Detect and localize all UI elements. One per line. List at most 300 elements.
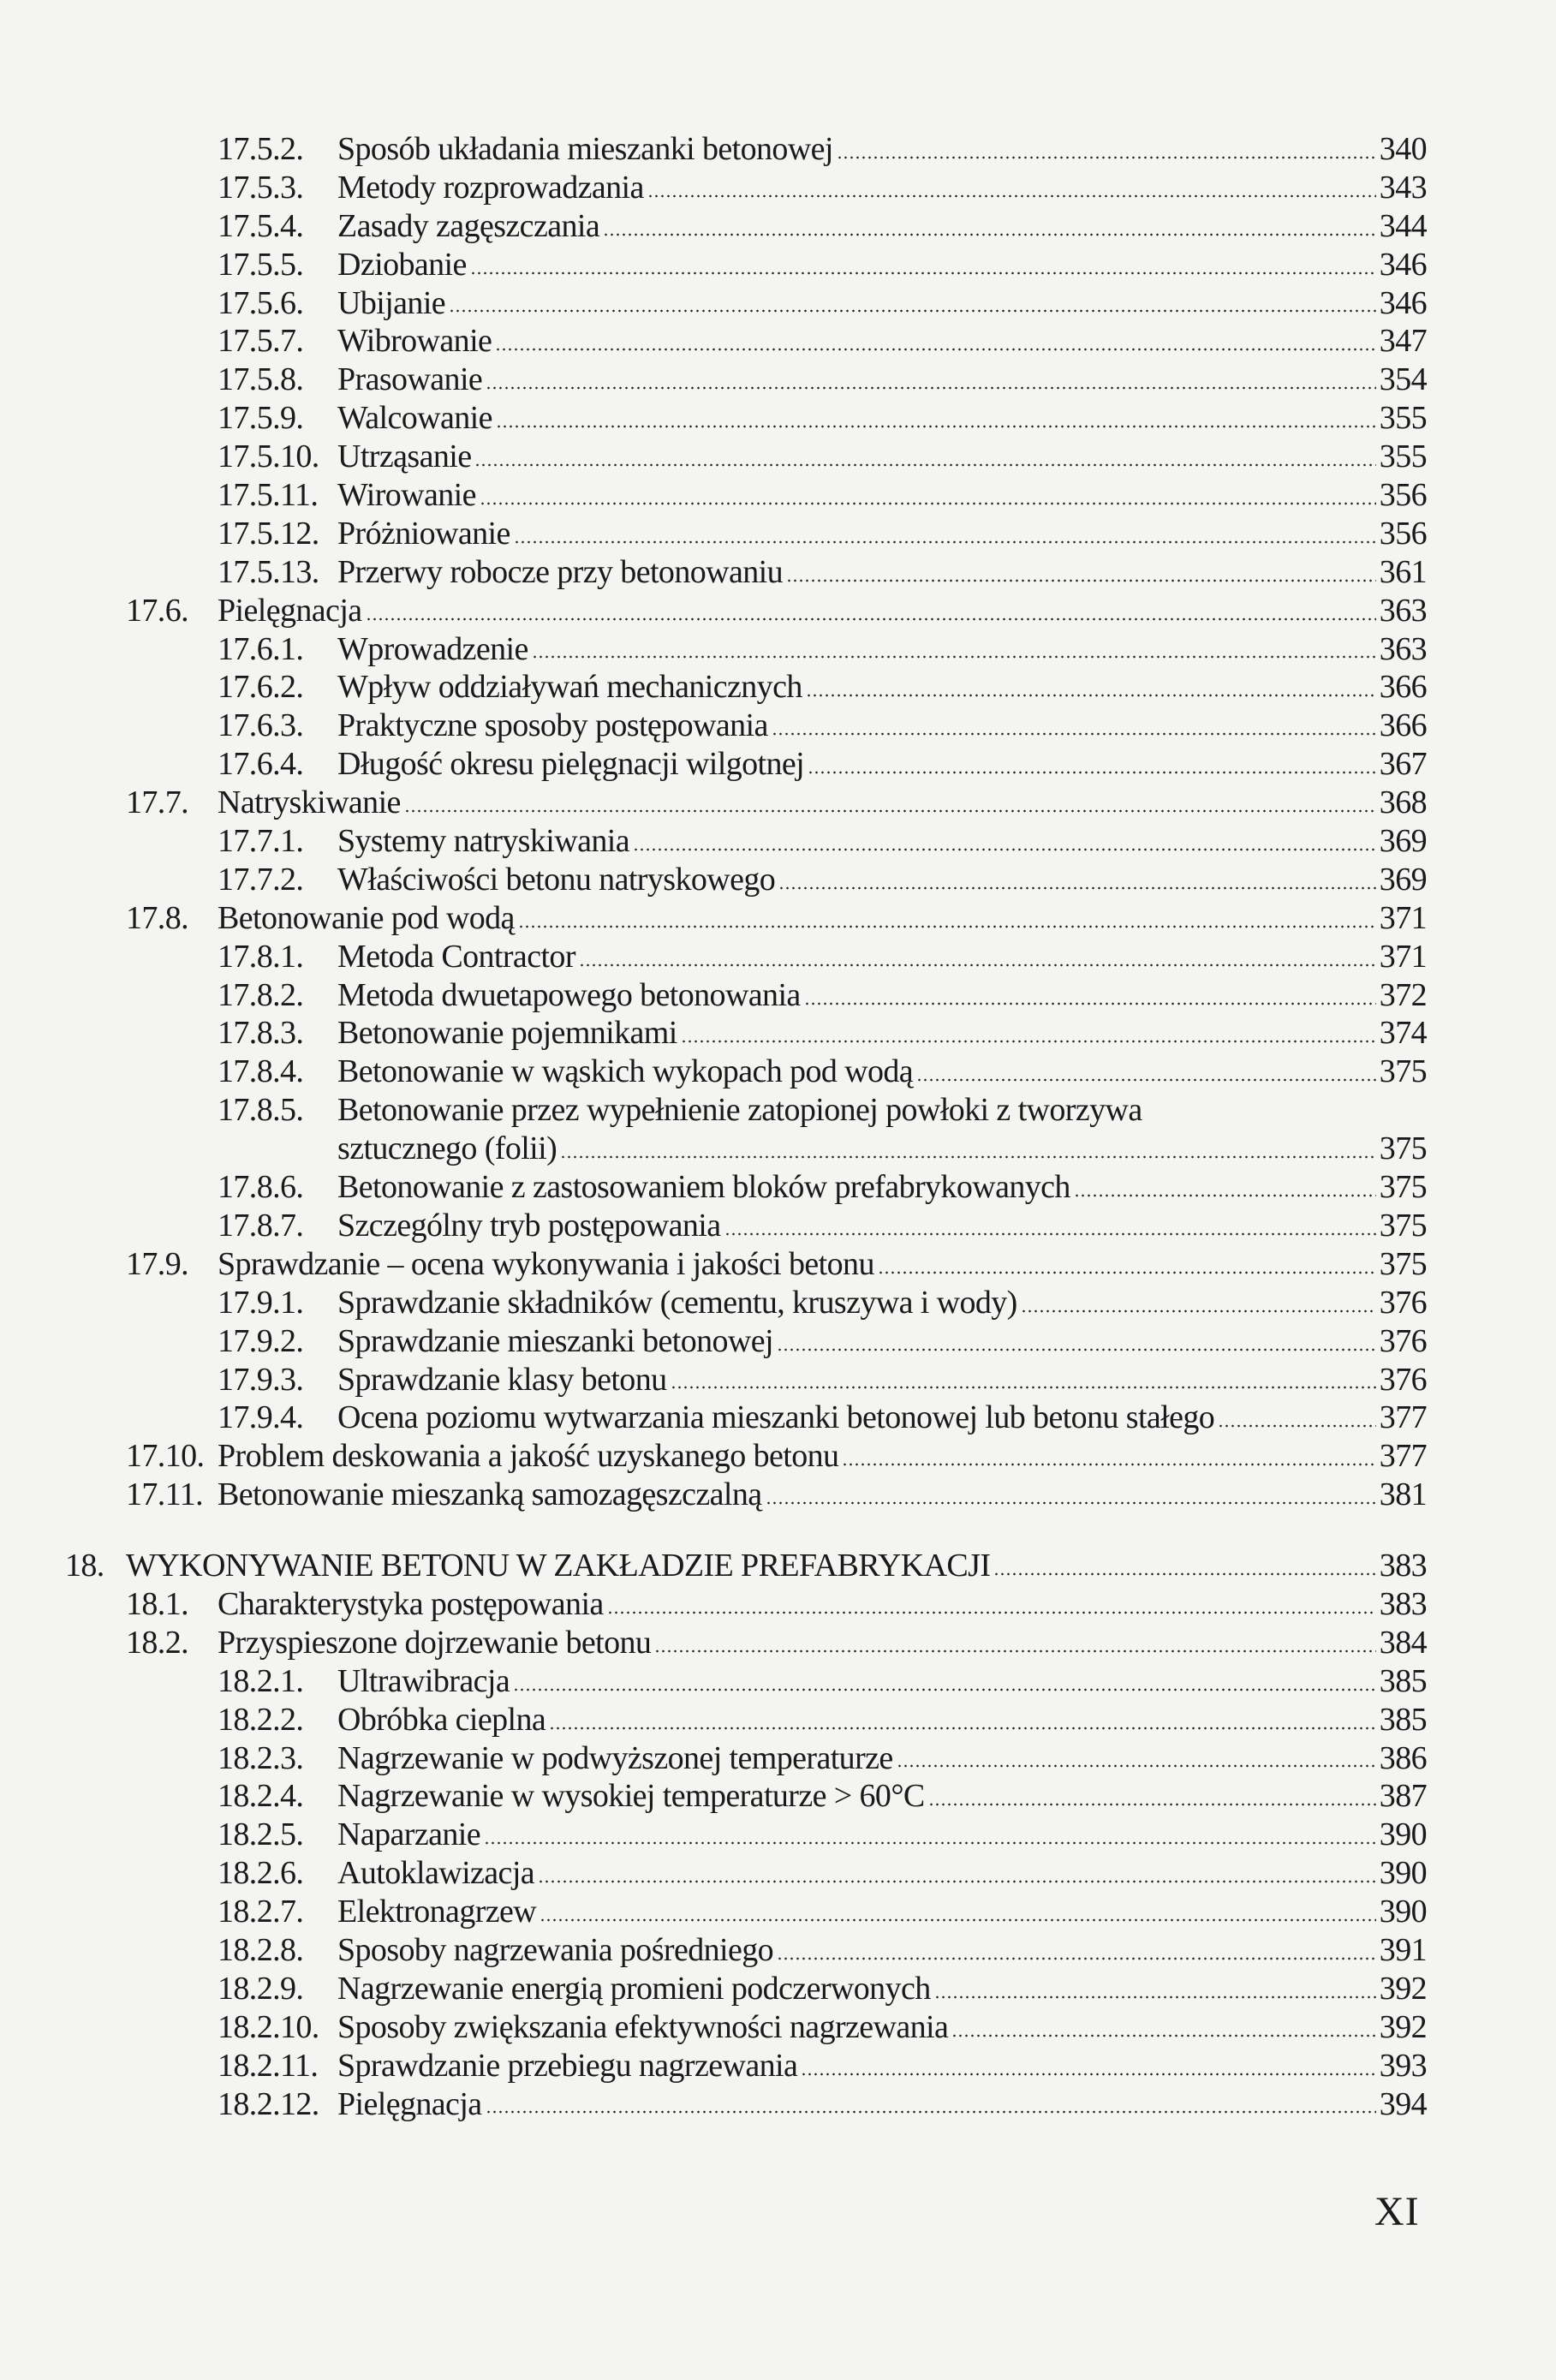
entry-line (337, 745, 1427, 784)
entry-page: 347 (1379, 323, 1427, 360)
toc-entry[interactable] (0, 1970, 1556, 2008)
entry-page: 346 (1379, 246, 1427, 283)
dot-leader (514, 540, 1376, 544)
entry-number: 18.2.3. (218, 1739, 304, 1776)
entry-number: 18.2.2. (218, 1701, 304, 1738)
entry-number: 17.5.2. (218, 131, 304, 167)
entry-line (218, 1476, 1427, 1514)
entry-line (337, 1893, 1427, 1931)
entry-number: 17.8.1. (218, 938, 304, 975)
dot-leader (518, 925, 1376, 928)
entry-title: Betonowanie pojemnikami (337, 1015, 677, 1052)
entry-number: 18.2.12. (218, 2085, 319, 2122)
entry-title: Systemy natryskiwania (337, 823, 629, 860)
entry-title: Elektronagrzew (337, 1894, 537, 1930)
entry-line (337, 1816, 1427, 1854)
toc-entry[interactable] (0, 399, 1556, 438)
entry-title: Walcowanie (337, 400, 492, 437)
toc-entry[interactable] (0, 1816, 1556, 1854)
toc-entry[interactable] (0, 938, 1556, 976)
dot-leader (928, 1803, 1376, 1806)
entry-title: Wprowadzenie (337, 630, 528, 667)
entry-title: Wpływ oddziaływań mechanicznych (337, 669, 802, 706)
entry-title: Sposoby zwiększania efektywności nagrzewania (337, 2008, 949, 2045)
entry-page: 394 (1379, 2085, 1427, 2122)
toc-entry[interactable] (0, 1245, 1556, 1284)
entry-title: Pielęgnacja (337, 2085, 482, 2122)
entry-title: Charakterystyka postępowania (218, 1585, 604, 1622)
entry-number: 17.5.4. (218, 207, 304, 244)
entry-page: 369 (1379, 861, 1427, 898)
dot-leader (480, 502, 1376, 505)
entry-number: 17.11. (126, 1476, 203, 1513)
entry-number: 18.2.9. (218, 1970, 304, 2007)
entry-page: 346 (1379, 284, 1427, 321)
entry-page: 383 (1379, 1548, 1427, 1584)
entry-page: 376 (1379, 1361, 1427, 1398)
entry-number: 17.5.6. (218, 284, 304, 321)
dot-leader (671, 1386, 1376, 1389)
toc-entry[interactable] (0, 2085, 1556, 2124)
entry-page: 391 (1379, 1931, 1427, 1968)
entry-number: 17.5.9. (218, 400, 304, 437)
dot-leader (474, 463, 1375, 467)
dot-leader (540, 1918, 1376, 1922)
toc-entry[interactable] (0, 1701, 1556, 1739)
entry-line (337, 2047, 1427, 2085)
entry-page: 356 (1379, 477, 1427, 514)
entry-line (337, 1739, 1427, 1778)
entry-line (126, 1547, 1427, 1585)
dot-leader (1021, 1309, 1376, 1313)
entry-number: 17.5.11. (218, 477, 319, 514)
entry-line (337, 1091, 1142, 1130)
entry-page: 381 (1379, 1476, 1427, 1513)
entry-line (337, 361, 1427, 399)
entry-number: 17.7.1. (218, 823, 304, 860)
entry-line (337, 1053, 1427, 1091)
entry-line (337, 1854, 1427, 1893)
entry-page: 377 (1379, 1438, 1427, 1475)
entry-number: 17.8.2. (218, 976, 304, 1013)
entry-number: 17.10. (126, 1438, 205, 1475)
entry-title: Nagrzewanie energią promieni podczerwonych (337, 1970, 931, 2007)
toc-entry-continuation (0, 1130, 1556, 1168)
toc-entry[interactable] (0, 207, 1556, 246)
entry-page: 354 (1379, 361, 1427, 398)
dot-leader (484, 1841, 1376, 1845)
entry-number: 17.9.1. (218, 1284, 304, 1321)
entry-title: Przyspieszone dojrzewanie betonu (218, 1624, 652, 1661)
entry-page: 383 (1379, 1585, 1427, 1622)
dot-leader (560, 1155, 1376, 1159)
entry-page: 376 (1379, 1284, 1427, 1321)
entry-line (337, 1322, 1427, 1361)
entry-page: 375 (1379, 1169, 1427, 1206)
entry-number: 18.2.4. (218, 1778, 304, 1815)
entry-number: 17.6. (126, 592, 189, 629)
entry-page: 369 (1379, 823, 1427, 860)
entry-page: 375 (1379, 1245, 1427, 1282)
table-of-contents (0, 130, 1556, 2123)
entry-number: 17.9.4. (218, 1399, 304, 1436)
entry-line (337, 1399, 1427, 1437)
toc-entry[interactable] (0, 553, 1556, 592)
toc-entry[interactable] (0, 1893, 1556, 1931)
dot-leader (470, 271, 1376, 275)
toc-entry[interactable] (0, 630, 1556, 669)
entry-title: Obróbka cieplna (337, 1701, 546, 1738)
entry-number: 17.8.3. (218, 1015, 304, 1052)
toc-entry[interactable] (0, 1284, 1556, 1322)
entry-number: 18. (65, 1548, 104, 1584)
toc-entry[interactable] (0, 1854, 1556, 1893)
entry-title: Sposób układania mieszanki betonowej (337, 131, 833, 167)
entry-number: 18.2.6. (218, 1855, 304, 1892)
entry-page: 385 (1379, 1662, 1427, 1699)
dot-leader (486, 2110, 1376, 2114)
dot-leader (603, 233, 1376, 236)
entry-line (337, 2085, 1427, 2124)
toc-entry[interactable] (0, 476, 1556, 515)
entry-number: 18.2.8. (218, 1931, 304, 1968)
dot-leader (934, 1995, 1376, 1999)
entry-number: 17.8.5. (218, 1092, 304, 1129)
toc-entry[interactable] (0, 784, 1556, 822)
toc-entry[interactable] (0, 361, 1556, 399)
entry-number: 17.6.4. (218, 746, 304, 783)
toc-entry[interactable] (0, 1777, 1556, 1816)
dot-leader (647, 194, 1376, 198)
dot-leader (772, 732, 1376, 736)
entry-line (337, 2008, 1427, 2047)
entry-title: Sprawdzanie klasy betonu (337, 1361, 667, 1398)
entry-number: 17.7.2. (218, 861, 304, 898)
entry-line (218, 1624, 1427, 1662)
page-number-folio: XI (1374, 2189, 1420, 2234)
entry-title: Metoda Contractor (337, 938, 575, 975)
entry-title: Szczególny tryb postępowania (337, 1207, 721, 1244)
entry-line (218, 784, 1427, 822)
entry-line (337, 1284, 1427, 1322)
toc-entry[interactable] (0, 1014, 1556, 1053)
entry-number: 18.1. (126, 1585, 189, 1622)
dot-leader (654, 1649, 1376, 1653)
entry-number: 17.5.12. (218, 515, 319, 552)
entry-page: 367 (1379, 746, 1427, 783)
entry-title: Ocena poziomu wytwarzania mieszanki betonowej lub betonu stałego (337, 1399, 1215, 1436)
dot-leader (778, 886, 1376, 890)
entry-title: Betonowanie pod wodą (218, 899, 515, 936)
dot-leader (486, 386, 1376, 390)
entry-number: 18.2.11. (218, 2047, 319, 2084)
entry-page: 366 (1379, 707, 1427, 744)
entry-page: 371 (1379, 899, 1427, 936)
entry-line (337, 1970, 1427, 2008)
toc-entry[interactable] (0, 745, 1556, 784)
toc-entry[interactable] (0, 1662, 1556, 1701)
entry-title: Sposoby nagrzewania pośredniego (337, 1931, 774, 1968)
entry-page: 368 (1379, 784, 1427, 821)
dot-leader (804, 1002, 1376, 1005)
dot-leader (993, 1572, 1375, 1576)
toc-entry[interactable] (0, 1361, 1556, 1399)
dot-leader (513, 1688, 1376, 1691)
toc-entry[interactable] (0, 1322, 1556, 1361)
entry-title: WYKONYWANIE BETONU W ZAKŁADZIE PREFABRYKACJI (126, 1548, 991, 1584)
toc-entry[interactable] (0, 130, 1556, 169)
entry-page: 393 (1379, 2047, 1427, 2084)
entry-title: Metody rozprowadzania (337, 169, 644, 206)
toc-entry[interactable] (0, 284, 1556, 323)
entry-number: 17.8.4. (218, 1053, 304, 1090)
dot-leader (681, 1040, 1376, 1043)
entry-line (337, 322, 1427, 361)
entry-title: Długość okresu pielęgnacji wilgotnej (337, 746, 805, 783)
dot-leader (538, 1880, 1376, 1883)
dot-leader (496, 425, 1376, 428)
dot-leader (549, 1727, 1376, 1730)
entry-number: 17.5.5. (218, 246, 304, 283)
entry-title: Sprawdzanie przebiegu nagrzewania (337, 2047, 798, 2084)
toc-entry[interactable] (0, 1168, 1556, 1207)
entry-title: Utrząsanie (337, 438, 472, 475)
entry-title: Ultrawibracja (337, 1662, 510, 1699)
entry-page: 363 (1379, 592, 1427, 629)
entry-line (337, 822, 1427, 861)
entry-number: 17.5.13. (218, 553, 319, 590)
toc-entry[interactable] (0, 1476, 1556, 1514)
entry-title: Praktyczne sposoby postępowania (337, 707, 768, 744)
dot-leader (897, 1764, 1376, 1768)
entry-line (337, 668, 1427, 707)
entry-line (337, 938, 1427, 976)
entry-title: Autoklawizacja (337, 1855, 535, 1892)
entry-line (337, 399, 1427, 438)
entry-page: 390 (1379, 1855, 1427, 1892)
entry-line (337, 1777, 1427, 1816)
entry-line (218, 1437, 1427, 1476)
entry-number: 18.2. (126, 1624, 189, 1661)
entry-line (337, 207, 1427, 246)
toc-entry[interactable] (0, 438, 1556, 476)
dot-leader (808, 771, 1376, 774)
entry-line (337, 169, 1427, 207)
toc-entry[interactable] (0, 1739, 1556, 1778)
entry-number: 17.9. (126, 1245, 189, 1282)
toc-entry[interactable] (0, 861, 1556, 899)
toc-entry[interactable] (0, 1053, 1556, 1091)
entry-page: 363 (1379, 630, 1427, 667)
entry-title: Betonowanie z zastosowaniem bloków prefabrykowanych (337, 1169, 1070, 1206)
dot-leader (532, 655, 1376, 659)
entry-page: 386 (1379, 1739, 1427, 1776)
toc-entry[interactable] (0, 1399, 1556, 1437)
entry-title: Prasowanie (337, 361, 483, 398)
entry-page: 374 (1379, 1015, 1427, 1052)
toc-entry[interactable] (0, 1585, 1556, 1624)
dot-leader (1218, 1424, 1376, 1428)
entry-title: Betonowanie mieszanką samozagęszczalną (218, 1476, 762, 1513)
toc-entry[interactable] (0, 1931, 1556, 1970)
toc-entry[interactable] (0, 668, 1556, 707)
entry-line (218, 1245, 1427, 1284)
entry-line (337, 1931, 1427, 1970)
entry-line (337, 1207, 1427, 1245)
entry-number: 17.8. (126, 899, 189, 936)
entry-title: Ubijanie (337, 284, 446, 321)
entry-page: 390 (1379, 1894, 1427, 1930)
entry-page: 387 (1379, 1778, 1427, 1815)
entry-title: Pielęgnacja (218, 592, 362, 629)
entry-title: Sprawdzanie – ocena wykonywania i jakości betonu (218, 1245, 874, 1282)
dot-leader (806, 694, 1376, 697)
entry-title: Betonowanie przez wypełnienie zatopionej powłoki z tworzywa (337, 1092, 1142, 1129)
entry-line (337, 1701, 1427, 1739)
entry-page: 392 (1379, 1970, 1427, 2007)
entry-title: Zasady zagęszczania (337, 207, 600, 244)
entry-number: 18.2.10. (218, 2008, 319, 2045)
entry-title: Natryskiwanie (218, 784, 401, 821)
toc-entry[interactable] (0, 822, 1556, 861)
dot-leader (449, 309, 1376, 313)
entry-title: Metoda dwuetapowego betonowania (337, 976, 801, 1013)
dot-leader (951, 2034, 1376, 2037)
entry-title: Przerwy robocze przy betonowaniu (337, 553, 783, 590)
dot-leader (607, 1611, 1376, 1614)
toc-entry[interactable] (0, 1207, 1556, 1245)
entry-title: Wirowanie (337, 477, 476, 514)
entry-number: 17.5.3. (218, 169, 304, 206)
entry-line (337, 707, 1427, 745)
dot-leader (579, 963, 1376, 967)
entry-line (337, 246, 1427, 284)
entry-line (337, 1130, 1427, 1168)
entry-number: 17.5.7. (218, 323, 304, 360)
toc-entry[interactable] (0, 1091, 1556, 1130)
entry-title: Naparzanie (337, 1816, 480, 1853)
dot-leader (801, 2073, 1376, 2076)
entry-line (337, 438, 1427, 476)
entry-line (337, 553, 1427, 592)
entry-page: 343 (1379, 169, 1427, 206)
entry-page: 377 (1379, 1399, 1427, 1436)
entry-number: 18.2.7. (218, 1894, 304, 1930)
entry-page: 340 (1379, 131, 1427, 167)
dot-leader (916, 1078, 1376, 1082)
entry-page: 361 (1379, 553, 1427, 590)
entry-page: 366 (1379, 669, 1427, 706)
toc-entry[interactable] (0, 707, 1556, 745)
dot-leader (777, 1348, 1376, 1351)
entry-line (337, 130, 1427, 169)
entry-page: 375 (1379, 1130, 1427, 1167)
dot-leader (633, 848, 1376, 851)
entry-page: 392 (1379, 2008, 1427, 2045)
dot-leader (404, 809, 1376, 813)
entry-number: 17.6.1. (218, 630, 304, 667)
toc-entry[interactable] (0, 592, 1556, 630)
dot-leader (786, 579, 1376, 582)
entry-page: 372 (1379, 976, 1427, 1013)
entry-line (337, 861, 1427, 899)
dot-leader (878, 1271, 1376, 1274)
entry-number: 17.8.7. (218, 1207, 304, 1244)
dot-leader (495, 348, 1376, 351)
entry-page: 375 (1379, 1053, 1427, 1090)
entry-title: Dziobanie (337, 246, 467, 283)
dot-leader (842, 1463, 1375, 1466)
entry-number: 17.5.8. (218, 361, 304, 398)
entry-number: 17.6.3. (218, 707, 304, 744)
entry-number: 17.6.2. (218, 669, 304, 706)
entry-page: 376 (1379, 1322, 1427, 1359)
entry-title: Sprawdzanie mieszanki betonowej (337, 1322, 774, 1359)
toc-entry[interactable] (0, 246, 1556, 284)
dot-leader (724, 1232, 1376, 1236)
dot-leader (837, 156, 1376, 159)
entry-title: Nagrzewanie w podwyższonej temperaturze (337, 1739, 893, 1776)
entry-page: 384 (1379, 1624, 1427, 1661)
entry-title: Sprawdzanie składników (cementu, kruszywa i wody) (337, 1284, 1017, 1321)
entry-line (218, 1585, 1427, 1624)
entry-page: 355 (1379, 438, 1427, 475)
entry-title: Problem deskowania a jakość uzyskanego betonu (218, 1438, 839, 1475)
entry-page: 371 (1379, 938, 1427, 975)
entry-title: Nagrzewanie w wysokiej temperaturze > 60°C (337, 1778, 925, 1815)
toc-entry[interactable] (0, 899, 1556, 938)
entry-line (218, 592, 1427, 630)
entry-line (337, 1662, 1427, 1701)
toc-entry[interactable] (0, 515, 1556, 553)
dot-leader (777, 1957, 1376, 1960)
entry-title: Próżniowanie (337, 515, 510, 552)
entry-page: 375 (1379, 1207, 1427, 1244)
entry-number: 17.7. (126, 784, 189, 821)
toc-entry[interactable] (0, 322, 1556, 361)
toc-entry[interactable] (0, 976, 1556, 1015)
toc-entry[interactable] (0, 2047, 1556, 2085)
entry-line (337, 1361, 1427, 1399)
entry-number: 17.9.3. (218, 1361, 304, 1398)
entry-number: 18.2.5. (218, 1816, 304, 1853)
entry-line (337, 1168, 1427, 1207)
entry-page: 356 (1379, 515, 1427, 552)
toc-entry[interactable] (0, 1437, 1556, 1476)
entry-line (218, 899, 1427, 938)
entry-line (337, 476, 1427, 515)
dot-leader (766, 1501, 1376, 1505)
toc-entry[interactable] (0, 1624, 1556, 1662)
entry-number: 17.5.10. (218, 438, 319, 475)
entry-line (337, 1014, 1427, 1053)
entry-number: 17.8.6. (218, 1169, 304, 1206)
entry-page: 355 (1379, 400, 1427, 437)
toc-entry[interactable] (0, 1547, 1556, 1585)
entry-number: 18.2.1. (218, 1662, 304, 1699)
entry-title: Właściwości betonu natryskowego (337, 861, 776, 898)
entry-title-continuation: sztucznego (folii) (337, 1130, 557, 1167)
entry-line (337, 284, 1427, 323)
toc-entry[interactable] (0, 2008, 1556, 2047)
dot-leader (366, 617, 1376, 621)
dot-leader (1074, 1194, 1376, 1197)
entry-title: Betonowanie w wąskich wykopach pod wodą (337, 1053, 914, 1090)
toc-entry[interactable] (0, 169, 1556, 207)
entry-line (337, 976, 1427, 1015)
entry-page: 390 (1379, 1816, 1427, 1853)
entry-number: 17.9.2. (218, 1322, 304, 1359)
